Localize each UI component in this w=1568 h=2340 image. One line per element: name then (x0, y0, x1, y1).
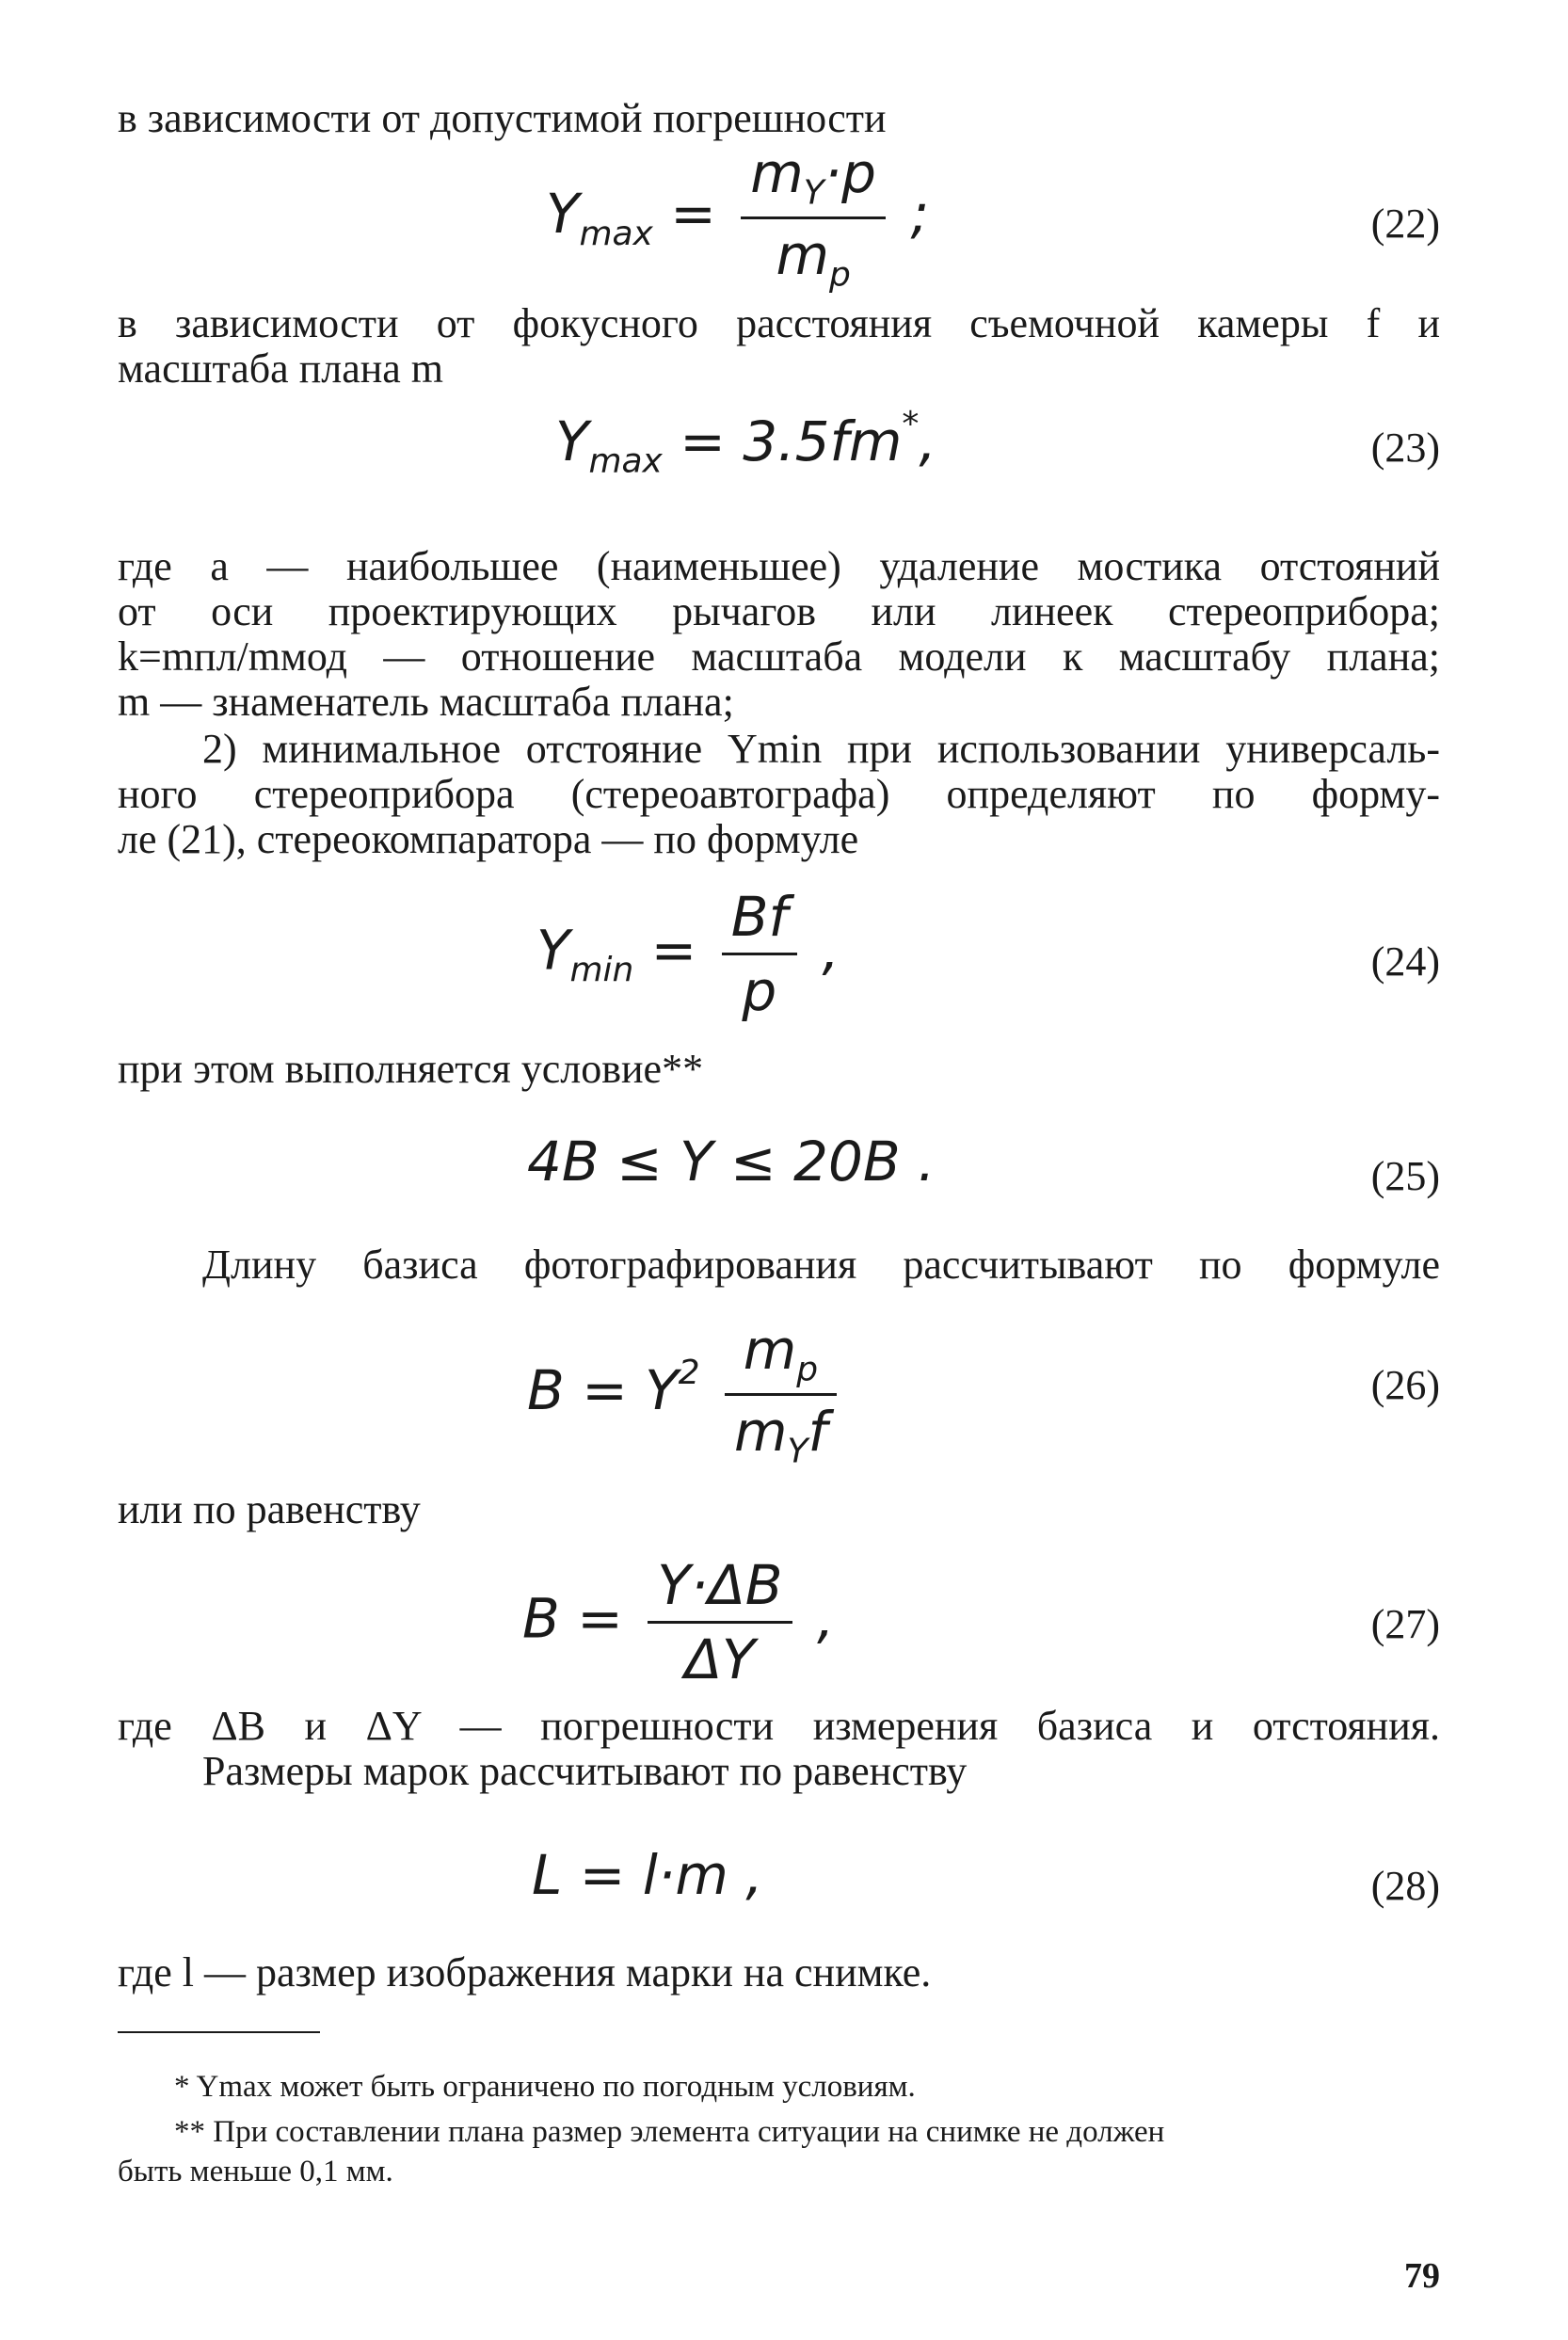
equation-number-22: (22) (1370, 200, 1440, 247)
equation-number-24: (24) (1370, 938, 1440, 985)
footnote-2: ** При составлении плана размер элемента ситуации на снимке не должен (174, 2115, 1165, 2149)
equation-number-28: (28) (1370, 1863, 1440, 1909)
text-line-16: где l — размер изображения марки на снимке. (118, 1949, 932, 1995)
formula-28: L = l·m , (532, 1843, 763, 1907)
text-line-6: k=mпл/mмод — отношение масштаба модели к масштабу плана; (118, 633, 1440, 680)
equation-number-23: (23) (1370, 425, 1440, 471)
text-line-4: где a — наибольшее (наименьшее) удаление мостика отстояний (118, 543, 1440, 589)
footnote-1: * Ymax может быть ограничено по погодным условиям. (174, 2070, 916, 2104)
text-line-15: Размеры марок рассчитывают по равенству (202, 1748, 968, 1794)
text-line-12: Длину базиса фотографирования рассчитывают по формуле (202, 1242, 1440, 1288)
formula-22-lhs-sub: max (579, 214, 653, 253)
formula-22-fraction: $\frac{m_Y\cdot p}{m_p}$ (741, 141, 886, 294)
text-line-14: где ΔB и ΔY — погрешности измерения базиса и отстояния. (118, 1703, 1440, 1749)
formula-22-lhs: Y (546, 182, 580, 247)
formula-27: B = $\frac{Y\cdot\Delta B}{\Delta Y}$ , (522, 1553, 835, 1691)
formula-24: $Y_{min}$ = $\frac{Bf}{p}$ , (536, 885, 840, 1023)
formula-25: 4B ≤ Y ≤ 20B . (527, 1130, 936, 1194)
text-line-3: масштаба плана m (118, 345, 444, 392)
text-line-9: ного стереоприбора (стереоавтографа) определяют по форму- (118, 771, 1440, 817)
equation-number-25: (25) (1370, 1153, 1440, 1199)
page-number: 79 (1404, 2256, 1440, 2296)
equation-number-26: (26) (1370, 1362, 1440, 1408)
formula-23: $Y_{max} = 3.5fm^*$, (555, 405, 936, 481)
text-line-1: в зависимости от допустимой погрешности (118, 95, 887, 141)
text-line-7: m — знаменатель масштаба плана; (118, 679, 734, 725)
text-line-10: ле (21), стереокомпаратора — по формуле (118, 816, 859, 862)
footnote-divider (118, 2031, 320, 2033)
equation-number-27: (27) (1370, 1601, 1440, 1647)
formula-22: $Y_{max}$ = $\frac{m_Y\cdot p}{m_p}$ ; (546, 141, 929, 295)
formula-26: $B = Y^2$ $\frac{m_p}{m_Yf}$ (527, 1318, 844, 1470)
text-line-11: при этом выполняется условие** (118, 1046, 704, 1092)
text-line-2: в зависимости от фокусного расстояния съемочной камеры f и (118, 300, 1440, 346)
text-line-13: или по равенству (118, 1486, 421, 1532)
footnote-3: быть меньше 0,1 мм. (118, 2155, 393, 2188)
text-line-5: от оси проектирующих рычагов или линеек стереоприбора; (118, 588, 1440, 634)
text-line-8: 2) минимальное отстояние Ymin при использовании универсаль- (202, 726, 1440, 772)
